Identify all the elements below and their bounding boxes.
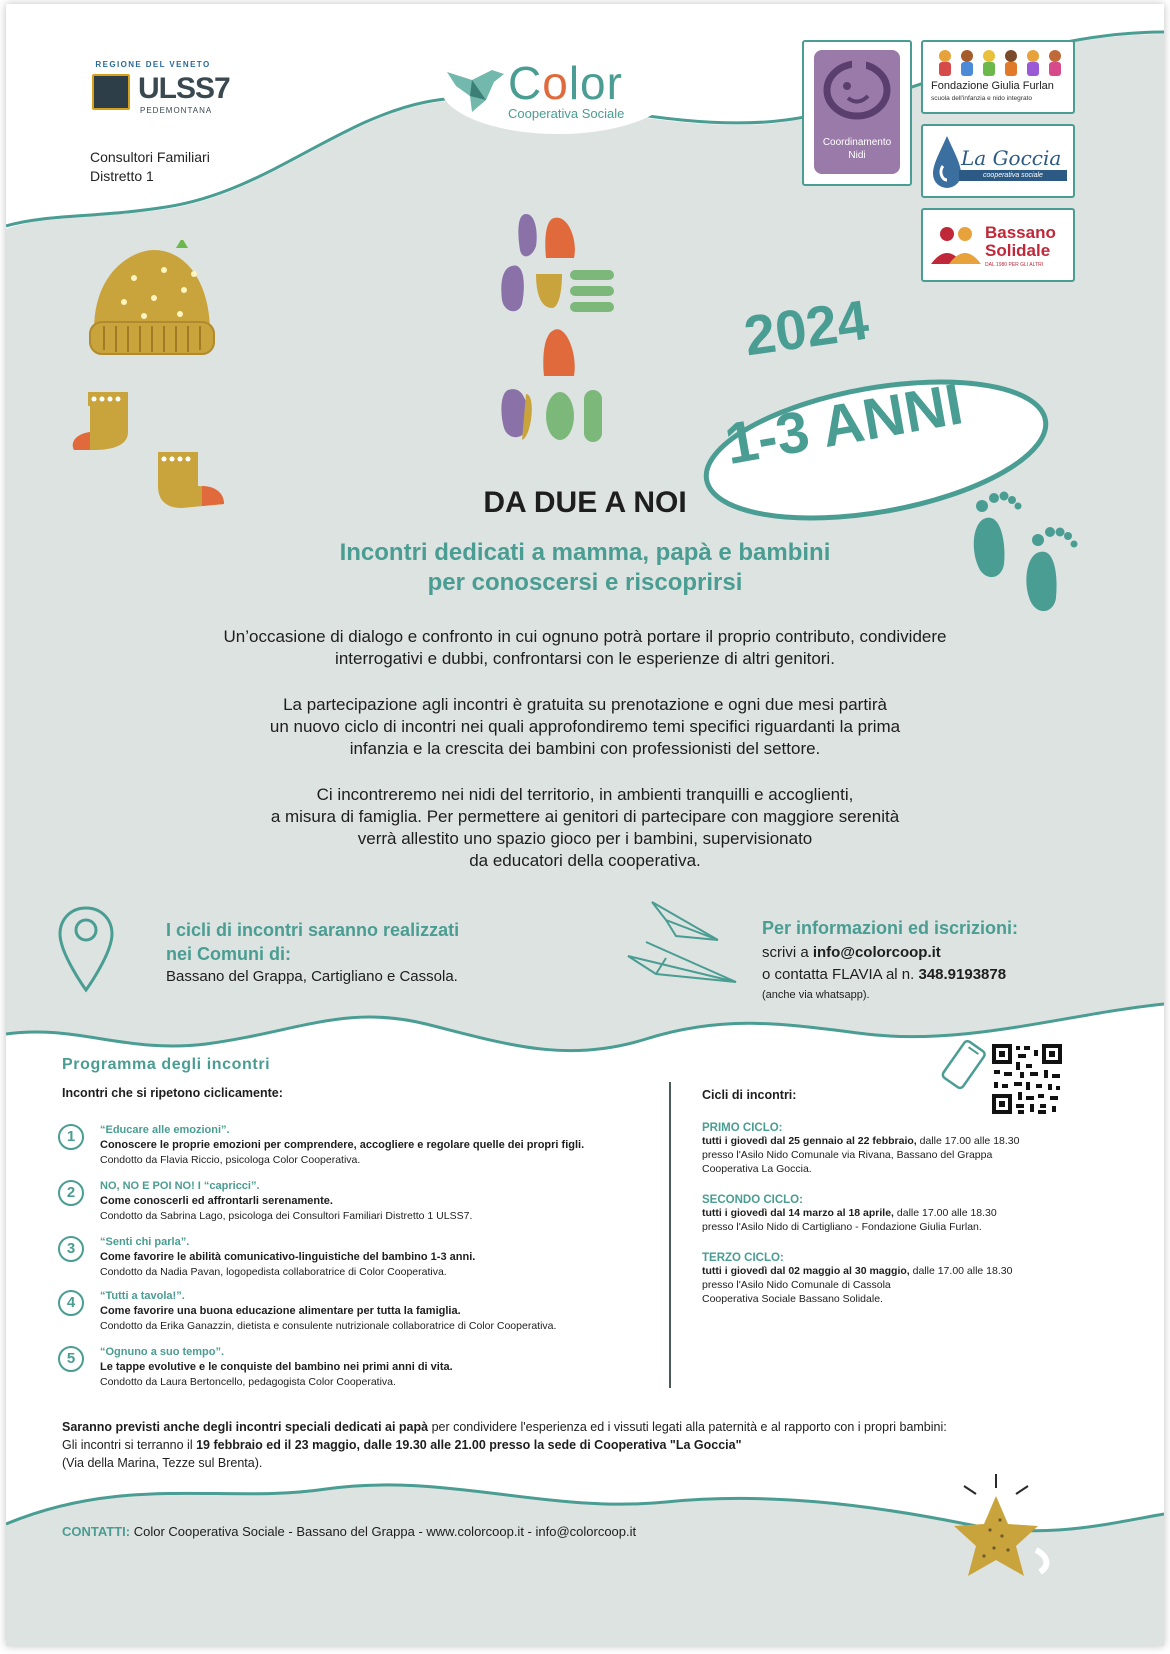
info-email-line [762, 944, 941, 961]
intro-p3-line: da educatori della cooperativa. [469, 851, 701, 870]
papa-line3: (Via della Marina, Tezze sul Brenta). [62, 1456, 263, 1470]
item-number: 4 [58, 1290, 84, 1316]
subtitle-line2: per conoscersi e riscoprirsi [427, 569, 743, 596]
ciclo-block [702, 1122, 1142, 1176]
consultori-label [90, 148, 210, 186]
goccia-sub: cooperativa sociale [959, 170, 1067, 181]
subtitle [6, 538, 1164, 598]
programma-subtitle: Incontri che si ripetono ciclicamente: [62, 1086, 283, 1100]
intro-p3-line: verrà allestito uno spazio gioco per i bambini, supervisionato [357, 829, 813, 848]
water-drop-icon [929, 132, 965, 192]
ulss-name: ULSS7 [138, 72, 230, 105]
item-description: Come favorire una buona educazione alimentare per tutta la famiglia. [100, 1305, 461, 1317]
ciclo-location: Cooperativa La Goccia. [702, 1163, 812, 1175]
star-icon [936, 1460, 1056, 1600]
age-label: 1-3 ANNI [720, 371, 968, 477]
coordinamento-text [814, 136, 900, 162]
cicli-title-line2: nei Comuni di: [166, 944, 291, 964]
cicli-title [166, 918, 459, 966]
ciclo-location: presso l'Asilo Nido Comunale di Cassola [702, 1279, 891, 1291]
bs-line1: Bassano [985, 223, 1056, 242]
fgf-name: Fondazione Giulia Furlan [931, 80, 1054, 92]
intro-p2-line: infanzia e la crescita dei bambini con professionisti del settore. [349, 739, 821, 758]
ciclo-name: PRIMO CICLO: [702, 1122, 783, 1134]
ciclo-name: SECONDO CICLO: [702, 1194, 803, 1206]
ciclo-dates-line [702, 1264, 1142, 1278]
footer-label: CONTATTI: [62, 1524, 131, 1539]
intro-paragraph-1 [106, 626, 1064, 670]
ciclo-location: presso l'Asilo Nido di Cartigliano - Fondazione Giulia Furlan. [702, 1221, 982, 1233]
la-goccia-logo [921, 124, 1075, 198]
item-title: “Senti chi parla”. [100, 1236, 190, 1248]
info-phone[interactable]: 348.9193878 [918, 966, 1007, 983]
item-title: NO, NO E POI NO! I “capricci”. [100, 1180, 260, 1192]
info-email[interactable]: info@colorcoop.it [812, 944, 941, 961]
papa-bold2: 19 febbraio ed il 23 maggio, dalle 19.30 alle 21.00 presso la sede di Cooperativa "La Goccia" [196, 1438, 742, 1452]
veneto-lion-icon [92, 74, 130, 110]
bs-line2: Solidale [985, 241, 1051, 260]
bassano-solidale-logo [921, 208, 1075, 282]
coordinamento-line1: Coordinamento [822, 137, 892, 148]
ulss7-logo [58, 34, 248, 144]
consultori-line1: Consultori Familiari [90, 149, 210, 165]
item-number: 5 [58, 1346, 84, 1372]
ciclo-dates-line [702, 1134, 1142, 1148]
item-conductor: Condotto da Nadia Pavan, logopedista collaboratrice di Color Cooperativa. [100, 1266, 447, 1278]
info-phone-prefix: o contatta FLAVIA al n. [762, 966, 919, 983]
item-number: 1 [58, 1124, 84, 1150]
item-description: Come conoscerli ed affrontarli serenamente. [100, 1195, 333, 1207]
hummingbird-icon [442, 52, 512, 122]
papa-text2: Gli incontri si terranno il [62, 1438, 197, 1452]
ciclo-dates: tutti i giovedì dal 25 gennaio al 22 febbraio, [702, 1135, 917, 1147]
intro-paragraph-2 [106, 694, 1064, 760]
color-brand-sub: Cooperativa Sociale [508, 106, 625, 121]
item-title: “Educare alle emozioni”. [100, 1124, 230, 1136]
ciclo-dates: tutti i giovedì dal 02 maggio al 30 maggio, [702, 1265, 910, 1277]
programma-title: Programma degli incontri [62, 1056, 271, 1073]
info-phone-line [762, 966, 1006, 983]
consultori-line2: Distretto 1 [90, 168, 154, 184]
item-conductor: Condotto da Flavia Riccio, psicologa Color Cooperativa. [100, 1154, 361, 1166]
year-label: 2024 [740, 287, 873, 368]
ciclo-time: dalle 17.00 alle 18.30 [893, 1207, 997, 1219]
location-pin-icon [56, 904, 116, 996]
ciclo-location: presso l'Asilo Nido Comunale via Rivana, Bassano del Grappa [702, 1149, 993, 1161]
item-number: 2 [58, 1180, 84, 1206]
cicli-title-line1: I cicli di incontri saranno realizzati [166, 920, 460, 940]
section-divider [669, 1082, 671, 1388]
info-email-prefix: scrivi a [762, 944, 813, 961]
fgf-sub: scuola dell'infanzia e nido integrato [931, 95, 1032, 102]
ciclo-dates-line [702, 1206, 1142, 1220]
info-note: (anche via whatsapp). [762, 989, 870, 1001]
footer-text: Color Cooperativa Sociale - Bassano del Grappa - www.colorcoop.it - info@colorcoop.it [130, 1524, 637, 1539]
flyer-sheet [6, 4, 1164, 1646]
papa-line2 [62, 1436, 1122, 1454]
papa-text1: per condividere l'esperienza ed i vissuti legati alla paternità e al rapporto con i propri bambini: [428, 1420, 947, 1434]
item-title: “Ognuno a suo tempo”. [100, 1346, 225, 1358]
sock-icon [66, 388, 146, 458]
comuni-list: Bassano del Grappa, Cartigliano e Cassola. [166, 968, 458, 985]
bassano-solidale-name [985, 224, 1056, 260]
item-conductor: Condotto da Laura Bertoncello, pedagogista Color Cooperativa. [100, 1376, 396, 1388]
phone-icon [936, 1036, 988, 1098]
subtitle-line1: Incontri dedicati a mamma, papà e bambini [339, 539, 831, 566]
bs-sub: DAL 1980 PER GLI ALTRI [985, 262, 1044, 268]
intro-p1-line: interrogativi e dubbi, confrontarsi con le esperienze di altri genitori. [335, 649, 835, 668]
footer-contacts [62, 1524, 636, 1539]
item-description: Conoscere le proprie emozioni per comprendere, accogliere e regolare quelle dei propri figli. [100, 1139, 585, 1151]
goccia-name: La Goccia [961, 146, 1062, 170]
papa-line1 [62, 1418, 1122, 1436]
intro-p2-line: un nuovo ciclo di incontri nei quali approfondiremo temi specifici riguardanti la prima [269, 717, 901, 736]
ciclo-time: dalle 17.00 alle 18.30 [916, 1135, 1020, 1147]
cicli-incontri-title: Cicli di incontri: [702, 1088, 797, 1102]
color-brand-o: o [542, 57, 569, 109]
smile-swirl-icon [814, 50, 900, 130]
color-brand-name [508, 56, 623, 110]
ciclo-location: Cooperativa Sociale Bassano Solidale. [702, 1293, 883, 1305]
intro-p1-line: Un’occasione di dialogo e confronto in cui ognuno potrà portare il proprio contributo, condividere [223, 627, 947, 646]
item-conductor: Condotto da Erika Ganazzin, dietista e consulente nutrizionale collaboratrice di Color Cooperativa. [100, 1320, 557, 1332]
da-due-noi-stones-logo [496, 204, 626, 444]
color-brand-c: C [508, 57, 543, 109]
item-title: “Tutti a tavola!”. [100, 1290, 185, 1302]
item-description: Le tappe evolutive e le conquiste del bambino nei primi anni di vita. [100, 1361, 453, 1373]
coordinamento-line2: Nidi [848, 150, 866, 161]
ulss-sub: PEDEMONTANA [140, 106, 213, 115]
hat-icon [84, 240, 224, 370]
item-description: Come favorire le abilità comunicativo-linguistiche del bambino 1-3 anni. [100, 1251, 476, 1263]
children-icon [923, 44, 1073, 80]
coordinamento-panel [814, 50, 900, 174]
item-conductor: Condotto da Sabrina Lago, psicologa dei Consultori Familiari Distretto 1 ULSS7. [100, 1210, 473, 1222]
intro-p2-line: La partecipazione agli incontri è gratuita su prenotazione e ogni due mesi partirà [283, 695, 887, 714]
fondazione-giulia-furlan-logo [921, 40, 1075, 114]
ciclo-dates: tutti i giovedì dal 14 marzo al 18 aprile, [702, 1207, 894, 1219]
paper-plane-icon [626, 894, 746, 994]
intro-p3-line: Ci incontreremo nei nidi del territorio, in ambienti tranquilli e accoglienti, [316, 785, 854, 804]
intro-p3-line: a misura di famiglia. Per permettere ai genitori di partecipare con maggiore serenità [270, 807, 900, 826]
ciclo-block [702, 1194, 1142, 1234]
coordinamento-nidi-logo [802, 40, 912, 186]
papa-bold1: Saranno previsti anche degli incontri speciali dedicati ai papà [62, 1420, 429, 1434]
ciclo-time: dalle 17.00 alle 18.30 [909, 1265, 1013, 1277]
qr-code[interactable] [990, 1042, 1064, 1116]
ciclo-block [702, 1252, 1142, 1306]
main-title: DA DUE A NOI [483, 486, 687, 519]
item-number: 3 [58, 1236, 84, 1262]
intro-paragraph-3 [106, 784, 1064, 872]
ciclo-name: TERZO CICLO: [702, 1252, 784, 1264]
people-embrace-icon [929, 224, 985, 268]
info-title: Per informazioni ed iscrizioni: [762, 918, 1019, 938]
ulss-region: REGIONE DEL VENETO [95, 60, 211, 69]
color-cooperativa-logo [438, 36, 678, 136]
color-brand-rest: lor [568, 57, 623, 109]
